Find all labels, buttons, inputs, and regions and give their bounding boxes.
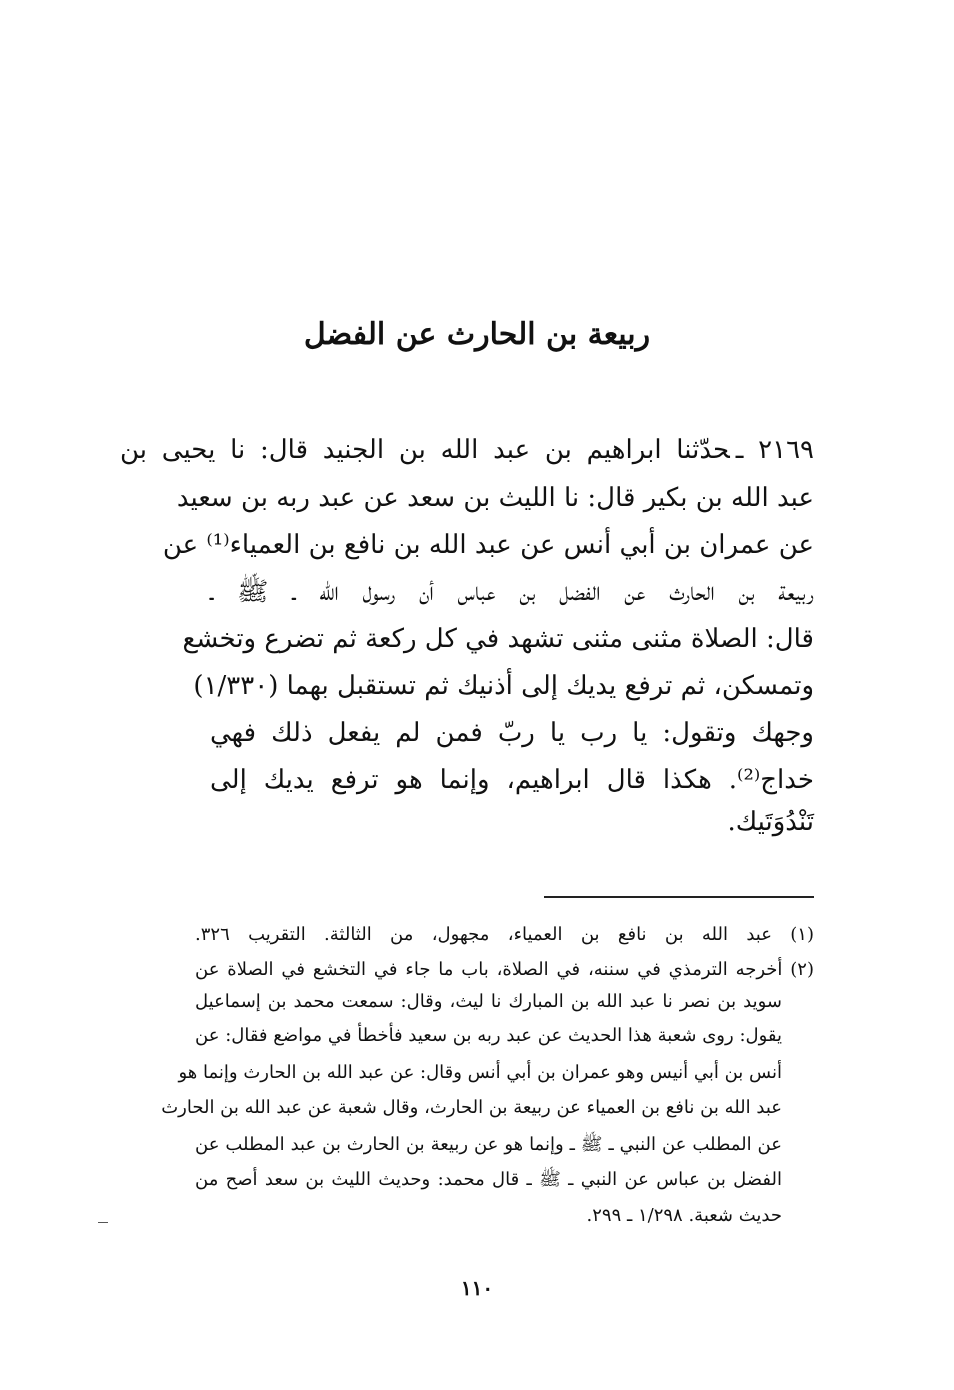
margin-mark [98,1222,108,1223]
hadith-line-8: خداج⁽²⁾. هكذا قال ابراهيم، وإنما هو ترفع يديك إلى [210,765,814,795]
footnote-line-7: عن المطلب عن النبي ـ ﷺ ـ وإنما هو عن ربيعة بن الحارث بن عبد المطلب عن [195,1134,782,1155]
section-title: ربيعة بن الحارث عن الفضل [303,317,651,352]
footnote-line-5: أنس بن أبي أنيس وهو عمران بن أبي أنس وقال: عن عبد الله بن الحارث وإنما هو [178,1062,782,1083]
hadith-line-9: تَنْدُوَتَيك. [727,807,814,837]
hadith-line-3: عن عمران بن أبي أنس عن عبد الله بن نافع بن العمياء⁽¹⁾ عن [162,530,814,560]
footnote-line-9: حديث شعبة. ١/٢٩٨ ـ ٢٩٩. [586,1205,782,1226]
hadith-line-4: ربيعة بن الحارث عن الفضل بن عباس أن رسول الله ـ ﷺ ـ [210,577,814,607]
footnote-line-6: عبد الله بن نافع بن العمياء عن ربيعة بن الحارث، وقال شعبة عن عبد الله بن الحارث [161,1097,782,1118]
hadith-line-5: قال: الصلاة مثنى مثنى تشهد في كل ركعة ثم تضرع وتخشع [182,624,814,654]
footnote-line-1: (١) عبد الله بن نافع بن العمياء، مجهول، من الثالثة. التقريب ٣٢٦. [195,924,814,945]
footnote-line-3: سويد بن نصر نا عبد الله بن المبارك نا ليث، وقال: سمعت محمد بن إسماعيل [195,991,782,1012]
hadith-line-7: وجهك وتقول: يا رب يا ربّ فمن لم يفعل ذلك فهي [210,718,814,748]
footnote-separator [544,896,814,898]
hadith-line-1-text: حدّثنا ابراهيم بن عبد الله بن الجنيد قال: نا يحيى بن [120,435,730,465]
footnote-line-4: يقول: روى شعبة هذا الحديث عن عبد ربه بن سعيد فأخطأ في مواضع فقال: عن [195,1025,782,1046]
hadith-line-1 [120,428,814,472]
hadith-number: ٢١٦٩ ـ [735,435,814,465]
hadith-line-2: عبد الله بن بكير قال: نا الليث بن سعد عن عبد ربه بن سعيد [176,483,814,513]
page-number: ١١٠ [460,1276,494,1300]
footnote-line-2: (٢) أخرجه الترمذي في سننه، في الصلاة، باب ما جاء في التخشع في الصلاة عن [195,959,814,980]
hadith-line-6: وتمسكن، ثم ترفع يديك إلى أذنيك ثم تستقبل بهما (١/٣٣٠) [193,671,814,701]
footnote-line-8: الفضل بن عباس عن النبي ـ ﷺ ـ قال محمد: وحديث الليث بن سعد أصح من [195,1169,782,1190]
